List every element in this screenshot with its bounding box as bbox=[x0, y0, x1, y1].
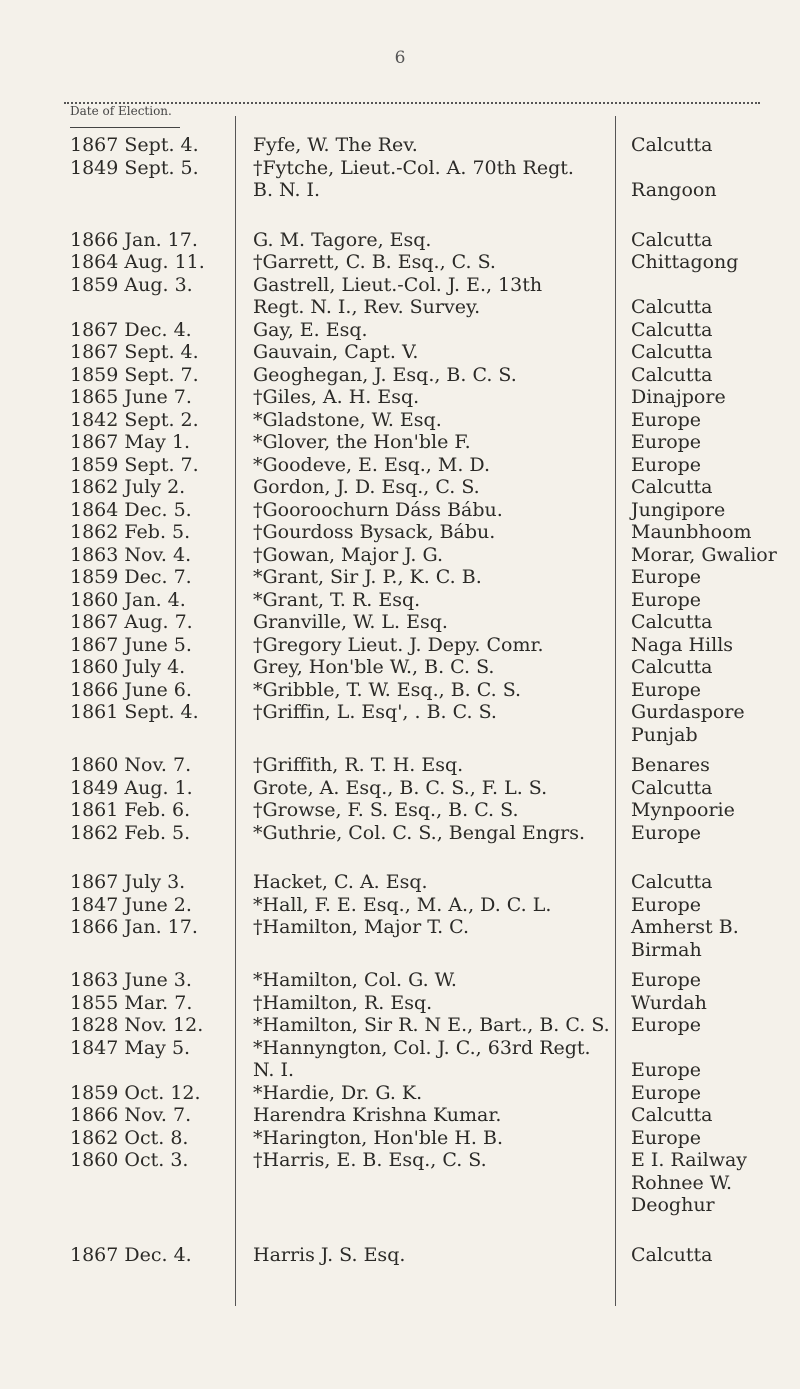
table-row bbox=[64, 229, 764, 252]
election-date: 1859 Sept. 7. bbox=[70, 363, 199, 386]
member-location: Europe bbox=[631, 431, 702, 453]
election-date: 1866 June 6. bbox=[70, 678, 192, 701]
election-date: 1859 Dec. 7. bbox=[70, 566, 192, 588]
table-row bbox=[64, 543, 777, 567]
table-row bbox=[64, 251, 764, 274]
table-row bbox=[64, 777, 764, 800]
member-location: Naga Hills bbox=[631, 633, 734, 656]
table-row bbox=[64, 566, 764, 589]
election-date: 1863 June 3. bbox=[70, 969, 192, 991]
page-number: 6 bbox=[394, 48, 406, 68]
election-date: 1862 Feb. 5. bbox=[70, 821, 191, 844]
member-name: Geoghegan, J. Esq., B. C. S. bbox=[253, 363, 517, 386]
member-name: †Gregory Lieut. J. Depy. Comr. bbox=[253, 633, 544, 656]
member-location: Europe bbox=[631, 821, 702, 844]
election-date: 1864 Dec. 5. bbox=[70, 498, 192, 521]
table-row bbox=[64, 431, 764, 454]
member-location: Dinajpore bbox=[631, 386, 726, 408]
table-row bbox=[64, 521, 764, 544]
member-name: *Hamilton, Sir R. N E., Bart., B. C. S. bbox=[253, 1014, 610, 1036]
table-row bbox=[64, 822, 764, 845]
member-name: Fyfe, W. The Rev. bbox=[253, 134, 418, 156]
election-date: 1867 July 3. bbox=[70, 871, 186, 893]
member-name: *Hamilton, Col. G. W. bbox=[253, 969, 457, 991]
election-date: 1849 Sept. 5. bbox=[70, 156, 199, 179]
member-location: Rangoon bbox=[631, 179, 717, 201]
table-row bbox=[64, 611, 764, 634]
member-name: *Grant, Sir J. P., K. C. B. bbox=[253, 566, 482, 588]
election-date: 1855 Mar. 7. bbox=[70, 991, 193, 1014]
member-name: *Hall, F. E. Esq., M. A., D. C. L. bbox=[253, 893, 552, 916]
table-row bbox=[64, 1244, 764, 1267]
table-row bbox=[64, 1127, 764, 1150]
member-name: †Gourdoss Bysack, Bábu. bbox=[253, 521, 496, 543]
member-name: Gastrell, Lieut.-Col. J. E., 13th Regt. N. I., Rev. Survey. bbox=[253, 273, 543, 318]
table-row bbox=[64, 499, 764, 522]
table-row bbox=[64, 409, 764, 432]
table-row bbox=[64, 916, 764, 961]
member-name: †Giles, A. H. Esq. bbox=[253, 386, 420, 408]
heading-underline bbox=[70, 127, 180, 128]
member-location: Gurdaspore Punjab bbox=[631, 701, 745, 746]
member-location: Europe bbox=[631, 969, 702, 991]
member-location: Morar, Gwalior bbox=[631, 543, 777, 566]
member-name: †Griffith, R. T. H. Esq. bbox=[253, 754, 464, 776]
member-location: Europe bbox=[631, 1081, 702, 1104]
table-row bbox=[64, 754, 764, 777]
member-location: Calcutta bbox=[631, 1104, 713, 1126]
election-date: 1867 Sept. 4. bbox=[70, 134, 199, 156]
member-name: *Gribble, T. W. Esq., B. C. S. bbox=[253, 678, 522, 701]
member-location: Jungipore bbox=[631, 498, 726, 521]
election-date: 1864 Aug. 11. bbox=[70, 251, 205, 273]
election-date: 1866 Nov. 7. bbox=[70, 1104, 192, 1126]
table-row bbox=[64, 1014, 764, 1037]
member-name: *Goodeve, E. Esq., M. D. bbox=[253, 453, 490, 476]
election-date: 1866 Jan. 17. bbox=[70, 916, 198, 938]
member-location: Europe bbox=[631, 893, 702, 916]
table-row bbox=[64, 386, 764, 409]
election-date: 1842 Sept. 2. bbox=[70, 408, 199, 431]
table-row bbox=[64, 454, 764, 477]
table-row bbox=[64, 341, 764, 364]
table-row bbox=[64, 1082, 764, 1105]
election-date: 1847 June 2. bbox=[70, 893, 192, 916]
table-row bbox=[64, 969, 764, 992]
member-name: *Gladstone, W. Esq. bbox=[253, 408, 442, 431]
election-date: 1859 Aug. 3. bbox=[70, 273, 193, 296]
member-location: Europe bbox=[631, 566, 702, 588]
table-row bbox=[64, 364, 764, 387]
member-name: Hacket, C. A. Esq. bbox=[253, 871, 428, 893]
member-name: G. M. Tagore, Esq. bbox=[253, 228, 432, 251]
member-location: Calcutta bbox=[631, 341, 713, 363]
election-date: 1847 May 5. bbox=[70, 1036, 191, 1059]
table-row bbox=[64, 992, 764, 1015]
member-location: Benares bbox=[631, 754, 710, 776]
member-location: Calcutta bbox=[631, 611, 713, 633]
election-date: 1862 July 2. bbox=[70, 476, 186, 498]
member-name: †Griffin, L. Esq', . B. C. S. bbox=[253, 701, 497, 723]
member-name: †Hamilton, R. Esq. bbox=[253, 991, 433, 1014]
member-location: Europe bbox=[631, 408, 702, 431]
member-name: †Fytche, Lieut.-Col. A. 70th Regt. B. N. I. bbox=[253, 156, 574, 201]
election-date: 1860 Nov. 7. bbox=[70, 754, 192, 776]
member-location: Amherst B. Birmah bbox=[631, 916, 739, 961]
member-name: †Gooroochurn Dáss Bábu. bbox=[253, 498, 503, 521]
table-row bbox=[64, 634, 764, 657]
election-date: 1862 Oct. 8. bbox=[70, 1126, 189, 1149]
election-date: 1866 Jan. 17. bbox=[70, 228, 198, 251]
election-date: 1860 Oct. 3. bbox=[70, 1149, 189, 1171]
table-row bbox=[64, 894, 764, 917]
member-location: Wurdah bbox=[631, 991, 707, 1014]
table-row bbox=[64, 274, 764, 319]
table-row bbox=[64, 157, 764, 202]
member-name: *Grant, T. R. Esq. bbox=[253, 588, 421, 611]
election-date: 1867 Sept. 4. bbox=[70, 341, 199, 363]
member-location: Calcutta bbox=[631, 656, 713, 678]
column-heading-date: Date of Election. bbox=[70, 104, 172, 118]
member-name: *Harington, Hon'ble H. B. bbox=[253, 1126, 503, 1149]
member-name: †Gowan, Major J. G. bbox=[253, 543, 444, 566]
election-date: 1859 Sept. 7. bbox=[70, 453, 199, 476]
table-row bbox=[64, 1104, 764, 1127]
election-date: 1867 Dec. 4. bbox=[70, 1243, 192, 1266]
member-location: Europe bbox=[631, 588, 702, 611]
member-name: †Hamilton, Major T. C. bbox=[253, 916, 470, 938]
table-row bbox=[64, 1149, 764, 1217]
member-location: Calcutta bbox=[631, 871, 713, 893]
table-row bbox=[64, 799, 764, 822]
table-row bbox=[64, 871, 764, 894]
member-location: Calcutta bbox=[631, 776, 713, 799]
member-location: Chittagong bbox=[631, 251, 739, 273]
member-location: Calcutta bbox=[631, 228, 713, 251]
table-row bbox=[64, 476, 764, 499]
election-date: 1859 Oct. 12. bbox=[70, 1081, 201, 1104]
member-list bbox=[64, 134, 777, 1266]
table-row bbox=[64, 656, 764, 679]
table-row bbox=[64, 1037, 764, 1082]
election-date: 1867 Aug. 7. bbox=[70, 611, 193, 633]
election-date: 1861 Sept. 4. bbox=[70, 701, 199, 723]
member-name: Gauvain, Capt. V. bbox=[253, 341, 419, 363]
member-name: Harendra Krishna Kumar. bbox=[253, 1104, 502, 1126]
member-name: Grote, A. Esq., B. C. S., F. L. S. bbox=[253, 776, 548, 799]
member-location: Calcutta bbox=[631, 134, 713, 156]
member-location: Europe bbox=[631, 453, 702, 476]
member-name: *Glover, the Hon'ble F. bbox=[253, 431, 471, 453]
member-location: E I. Railway Rohnee W. Deoghur bbox=[631, 1149, 748, 1216]
member-location: Europe bbox=[631, 1014, 702, 1036]
member-name: Gay, E. Esq. bbox=[253, 318, 368, 341]
member-location: Calcutta bbox=[631, 318, 713, 341]
member-name: Harris J. S. Esq. bbox=[253, 1243, 406, 1266]
member-name: *Hardie, Dr. G. K. bbox=[253, 1081, 423, 1104]
election-date: 1860 Jan. 4. bbox=[70, 588, 186, 611]
member-name: †Harris, E. B. Esq., C. S. bbox=[253, 1149, 487, 1171]
table-row bbox=[64, 679, 764, 702]
table-row bbox=[64, 134, 764, 157]
member-location: Europe bbox=[631, 1126, 702, 1149]
member-location: Calcutta bbox=[631, 296, 713, 318]
member-location: Calcutta bbox=[631, 1243, 713, 1266]
election-date: 1867 June 5. bbox=[70, 633, 192, 656]
member-location: Europe bbox=[631, 678, 702, 701]
member-name: *Hannyngton, Col. J. C., 63rd Regt. N. I. bbox=[253, 1036, 591, 1081]
table-row bbox=[64, 589, 764, 612]
member-location: Europe bbox=[631, 1059, 702, 1081]
election-date: 1862 Feb. 5. bbox=[70, 521, 191, 543]
member-name: †Garrett, C. B. Esq., C. S. bbox=[253, 251, 496, 273]
member-name: Gordon, J. D. Esq., C. S. bbox=[253, 476, 480, 498]
member-name: Granville, W. L. Esq. bbox=[253, 611, 448, 633]
member-location: Calcutta bbox=[631, 476, 713, 498]
member-location: Calcutta bbox=[631, 363, 713, 386]
election-date: 1863 Nov. 4. bbox=[70, 543, 192, 566]
election-date: 1865 June 7. bbox=[70, 386, 192, 408]
member-location: Maunbhoom bbox=[631, 521, 752, 543]
member-location: Mynpoorie bbox=[631, 799, 735, 821]
election-date: 1861 Feb. 6. bbox=[70, 799, 191, 821]
election-date: 1867 May 1. bbox=[70, 431, 191, 453]
election-date: 1849 Aug. 1. bbox=[70, 776, 193, 799]
election-date: 1828 Nov. 12. bbox=[70, 1014, 204, 1036]
member-name: †Growse, F. S. Esq., B. C. S. bbox=[253, 799, 519, 821]
member-name: *Guthrie, Col. C. S., Bengal Engrs. bbox=[253, 821, 585, 844]
table-row bbox=[64, 701, 764, 746]
table-row bbox=[64, 319, 764, 342]
election-date: 1860 July 4. bbox=[70, 656, 186, 678]
election-date: 1867 Dec. 4. bbox=[70, 318, 192, 341]
member-name: Grey, Hon'ble W., B. C. S. bbox=[253, 656, 495, 678]
